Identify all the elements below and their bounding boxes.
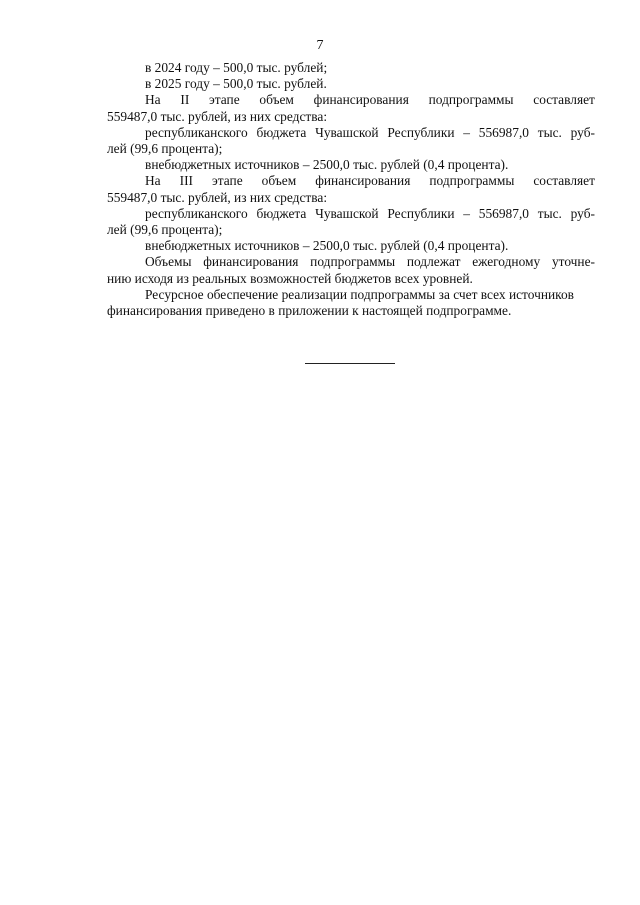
word: составляет bbox=[533, 173, 595, 189]
word: объем bbox=[259, 92, 294, 108]
text-line: Ресурсное обеспечение реализации подпрограммы за счет всех источников bbox=[145, 286, 574, 302]
word: – bbox=[463, 205, 470, 221]
word: объем bbox=[261, 173, 297, 189]
word: финансирования bbox=[203, 254, 299, 270]
word: III bbox=[179, 173, 194, 189]
text-line: лей (99,6 процента); bbox=[107, 141, 223, 157]
word: этапе bbox=[212, 173, 243, 189]
word: Чувашской bbox=[315, 124, 379, 140]
end-divider-line bbox=[305, 363, 395, 364]
text-line: внебюджетных источников – 2500,0 тыс. рублей (0,4 процента). bbox=[145, 157, 509, 173]
text-line-justified bbox=[107, 206, 595, 222]
word: Республики bbox=[387, 205, 455, 221]
word: руб- bbox=[570, 124, 595, 140]
word: финансирования bbox=[313, 92, 409, 108]
word: республиканского bbox=[145, 124, 248, 140]
text-line-justified bbox=[107, 254, 595, 270]
word: тыс. bbox=[537, 205, 562, 221]
text-line: 559487,0 тыс. рублей, из них средства: bbox=[107, 189, 328, 205]
word: тыс. bbox=[537, 124, 562, 140]
document-body bbox=[107, 60, 595, 319]
text-line-justified bbox=[107, 173, 595, 189]
text-line: в 2025 году – 500,0 тыс. рублей. bbox=[145, 76, 327, 92]
text-line-justified bbox=[107, 92, 595, 108]
word: Республики bbox=[387, 124, 455, 140]
word: составляет bbox=[533, 92, 595, 108]
word: 556987,0 bbox=[478, 124, 529, 140]
word: На bbox=[145, 173, 161, 189]
text-line: внебюджетных источников – 2500,0 тыс. рублей (0,4 процента). bbox=[145, 238, 509, 254]
word: подпрограммы bbox=[429, 173, 515, 189]
word: 556987,0 bbox=[478, 205, 529, 221]
word: подлежат bbox=[406, 254, 461, 270]
text-line: в 2024 году – 500,0 тыс. рублей; bbox=[145, 60, 328, 75]
word: подпрограммы bbox=[310, 254, 396, 270]
word: финансирования bbox=[315, 173, 411, 189]
word: руб- bbox=[570, 205, 595, 221]
text-line: финансирования приведено в приложении к настоящей подпрограмме. bbox=[107, 303, 512, 319]
word: ежегодному bbox=[472, 254, 541, 270]
text-line: 559487,0 тыс. рублей, из них средства: bbox=[107, 108, 328, 124]
word: Чувашской bbox=[315, 205, 379, 221]
word: бюджета bbox=[256, 205, 307, 221]
page-number: 7 bbox=[316, 38, 324, 53]
text-line-justified bbox=[107, 125, 595, 141]
word: республиканского bbox=[145, 205, 248, 221]
word: – bbox=[463, 124, 470, 140]
word: На bbox=[145, 92, 161, 108]
word: Объемы bbox=[145, 254, 192, 270]
word: подпрограммы bbox=[428, 92, 514, 108]
text-line: лей (99,6 процента); bbox=[107, 222, 223, 238]
word: этапе bbox=[209, 92, 240, 108]
text-line: нию исходя из реальных возможностей бюджетов всех уровней. bbox=[107, 270, 473, 286]
word: бюджета bbox=[256, 124, 307, 140]
word: II bbox=[180, 92, 190, 108]
word: уточне- bbox=[551, 254, 595, 270]
